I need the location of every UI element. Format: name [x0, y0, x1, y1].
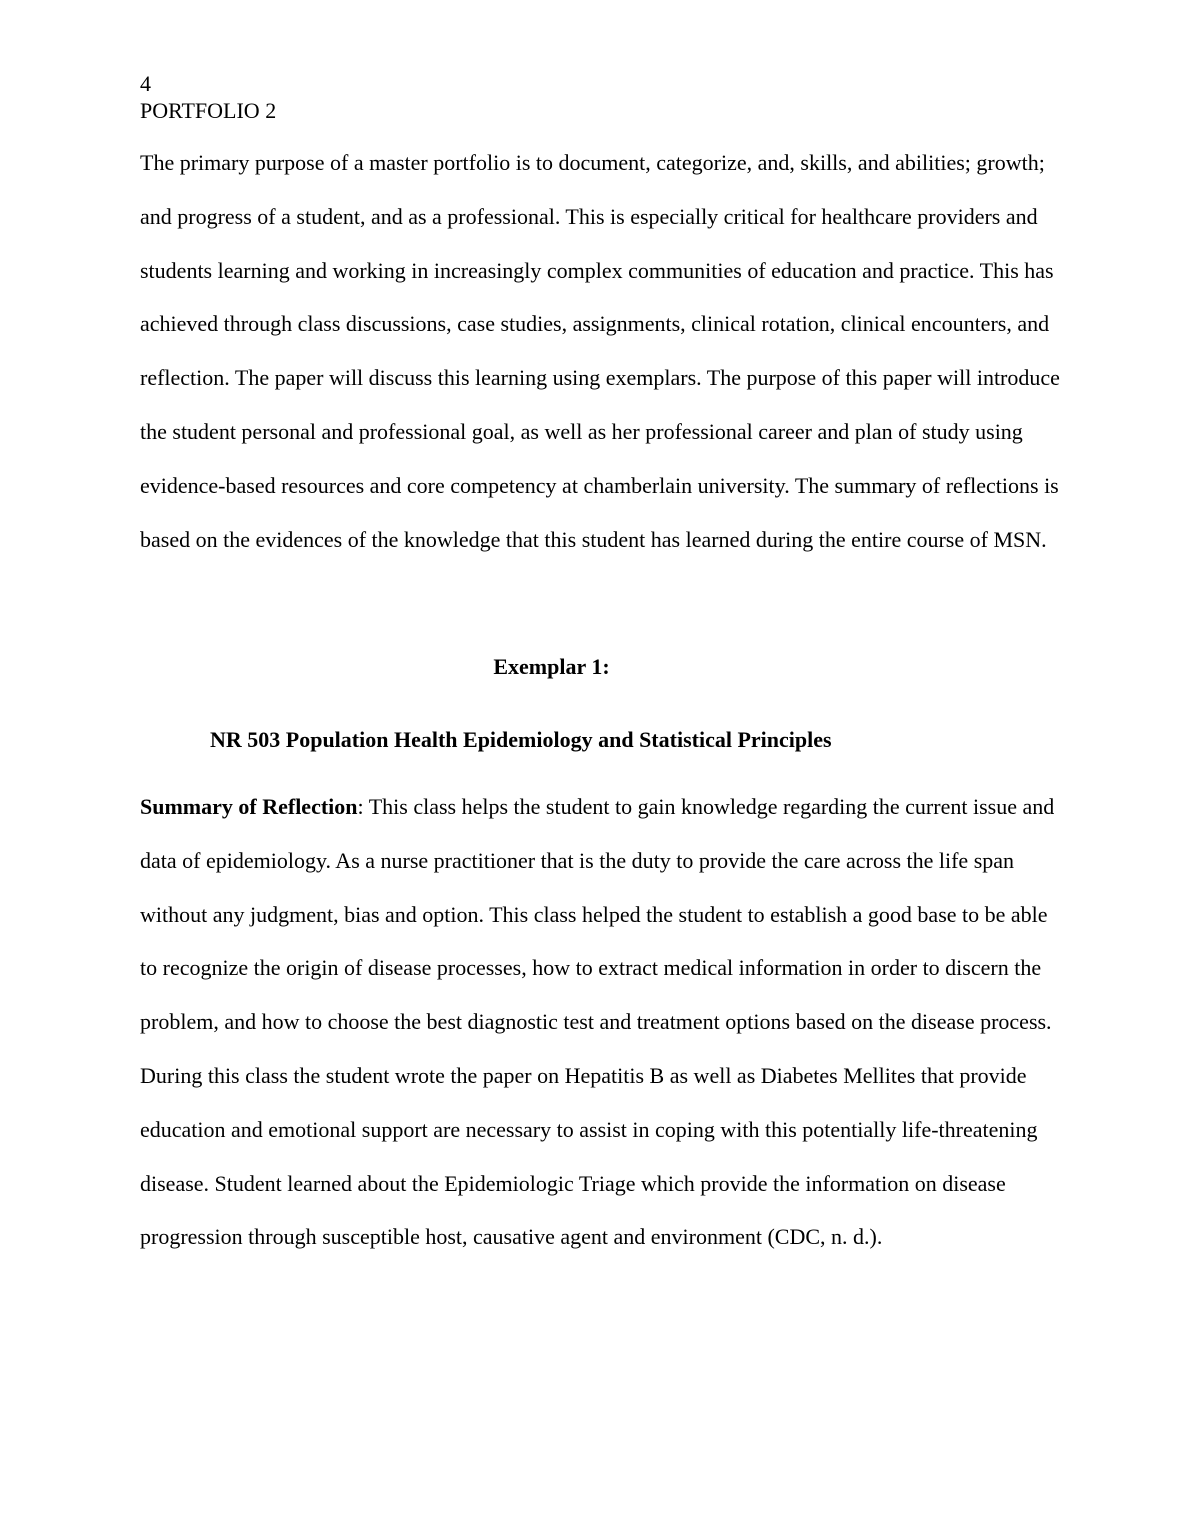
course-title: NR 503 Population Health Epidemiology and Statistical Principles	[210, 727, 832, 752]
page-header	[140, 70, 276, 124]
intro-paragraph: The primary purpose of a master portfolio is to document, categorize, and, skills, and abilities; growth; and progress of a student, and as a professional. This is especially critical for healthcare providers and students learning and working in increasingly complex communities of education and practice. This has achieved through class discussions, case studies, assignments, clinical rotation, clinical encounters, and reflection. The paper will discuss this learning using exemplars. The purpose of this paper will introduce the student personal and professional goal, as well as her professional career and plan of study using evidence-based resources and core competency at chamberlain university. The summary of reflections is based on the evidences of the knowledge that this student has learned during the entire course of MSN.	[140, 150, 1060, 552]
running-head: PORTFOLIO 2	[140, 98, 277, 123]
summary-label: Summary of Reflection	[140, 794, 358, 819]
reflection-paragraph	[140, 780, 1070, 1264]
page-number: 4	[140, 71, 151, 96]
summary-text: : This class helps the student to gain knowledge regarding the current issue and data of epidemiology. As a nurse practitioner that is the duty to provide the care across the life span without any judgment, bias and option. This class helped the student to establish a good base to be able to recognize the origin of disease processes, how to extract medical information in order to discern the problem, and how to choose the best diagnostic test and treatment options based on the disease process. During this class the student wrote the paper on Hepatitis B as well as Diabetes Mellites that provide education and emotional support are necessary to assist in coping with this potentially life-threatening disease. Student learned about the Epidemiologic Triage which provide the information on disease progression through susceptible host, causative agent and environment (CDC, n. d.).	[140, 794, 1055, 1250]
exemplar-title: Exemplar 1:	[493, 654, 610, 679]
